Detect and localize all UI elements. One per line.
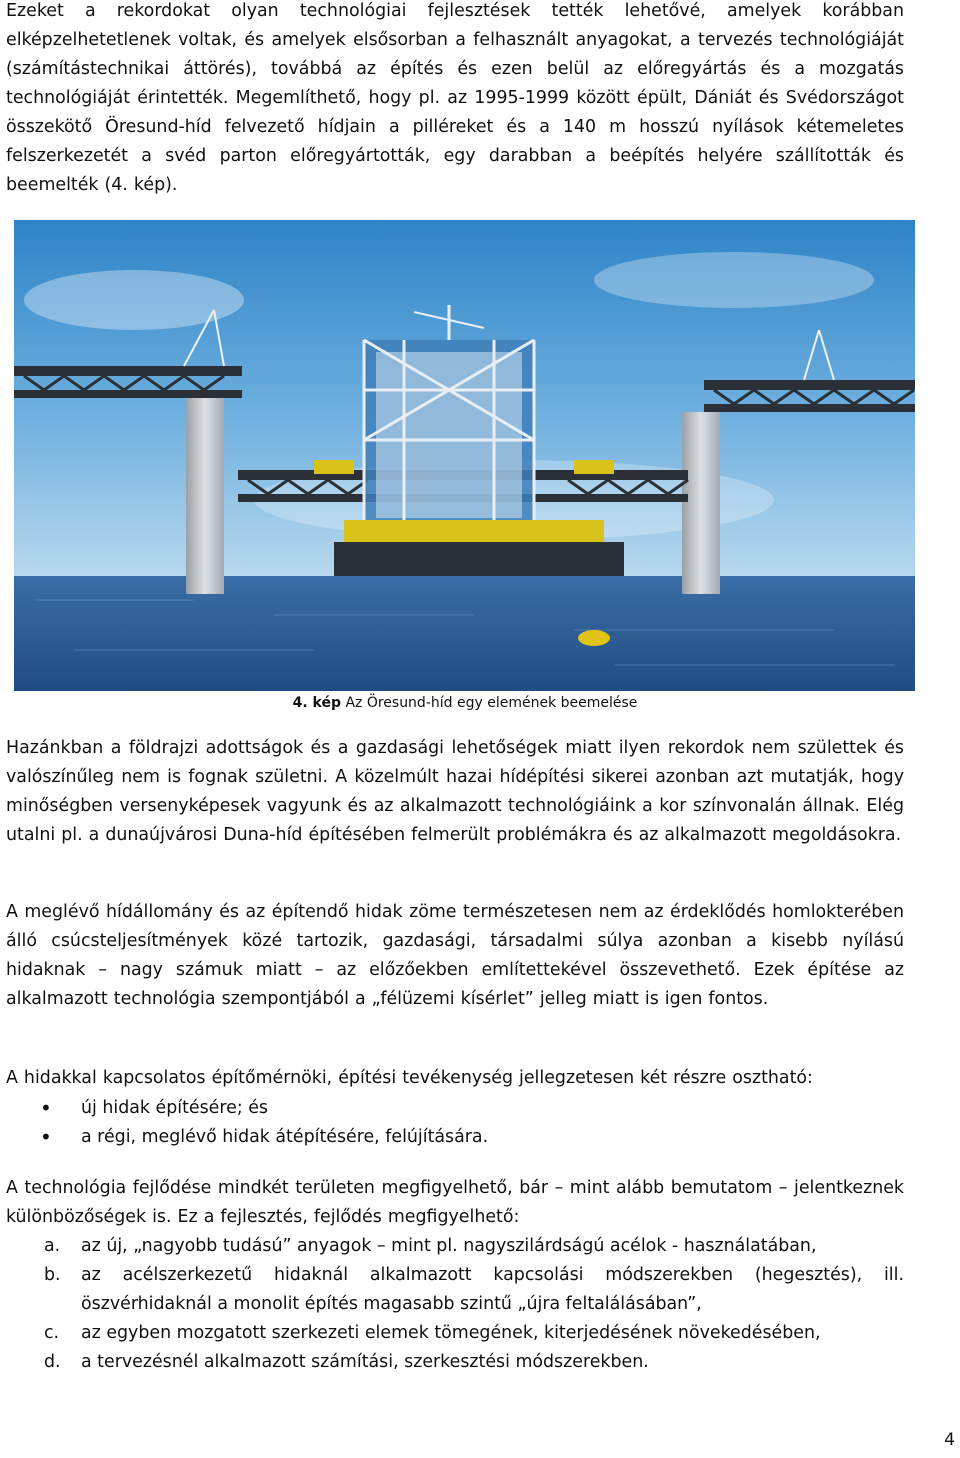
figure-oresund-bridge-photo bbox=[14, 220, 915, 691]
caption-text: Az Öresund-híd egy elemének beemelése bbox=[345, 695, 638, 711]
paragraph-5: A technológia fejlődése mindkét területen megfigyelhető, bár – mint alább bemutatom – jelentkeznek különbözőségek is. Ez a fejlesztés, fejlődés megfigyelhető: bbox=[6, 1178, 904, 1227]
list-marker: a. bbox=[44, 1236, 61, 1256]
caption-label: 4. kép bbox=[292, 695, 341, 711]
paragraph-2: Hazánkban a földrajzi adottságok és a gazdasági lehetőségek miatt ilyen rekordok nem születtek és valószínűleg nem is fognak születni. A közelmúlt hazai hídépítési sikerei azonban azt mutatják, hogy minőségben versenyképesek vagyunk és az alkalmazott technológiáink a kor színvonalán állnak. Elég utalni pl. a dunaújvárosi Duna-híd építésében felmerült problémákra és az alkalmazott megoldásokra. bbox=[6, 738, 904, 845]
list-item-text: az új, „nagyobb tudású” anyagok – mint pl. nagyszilárdságú acélok - használatában, bbox=[81, 1236, 817, 1256]
sea bbox=[14, 576, 915, 691]
bullet-marker: • bbox=[40, 1096, 52, 1120]
list-marker: c. bbox=[44, 1323, 60, 1343]
bridge-photo-illustration bbox=[14, 220, 915, 691]
list-marker: d. bbox=[44, 1352, 61, 1372]
paragraph-4: A hidakkal kapcsolatos építőmérnöki, építési tevékenység jellegzetesen két részre osztható: bbox=[6, 1068, 813, 1088]
page-number: 4 bbox=[944, 1430, 955, 1450]
left-pier bbox=[186, 398, 224, 594]
list-item-text: új hidak építésére; és bbox=[81, 1098, 268, 1118]
lettered-list bbox=[6, 1232, 904, 1377]
list-item-text: az egyben mozgatott szerkezeti elemek tömegének, kiterjedésének növekedésében, bbox=[81, 1323, 821, 1343]
list-item bbox=[6, 1348, 904, 1377]
list-item-text: az acélszerkezetű hidaknál alkalmazott kapcsolási módszerekben (hegesztés), ill. öszvérhidaknál a monolit építés magasabb szintű „újra feltalálásában”, bbox=[81, 1265, 904, 1314]
list-item bbox=[6, 1261, 904, 1319]
list-item bbox=[6, 1094, 904, 1123]
list-item bbox=[6, 1319, 904, 1348]
right-pier bbox=[682, 412, 720, 594]
list-item-text: a tervezésnél alkalmazott számítási, szerkesztési módszerekben. bbox=[81, 1352, 649, 1372]
paragraph-intro: Ezeket a rekordokat olyan technológiai fejlesztések tették lehetővé, amelyek korábban elképzelhetetlenek voltak, és amelyek elsősorban a felhasznált anyagokat, a tervezés technológiáját (számítástechnikai áttörés), továbbá az építés és ezen belül az előregyártás és a mozgatás technológiáját érintették. Megemlíthető, hogy pl. az 1995-1999 között épült, Dániát és Svédországot összekötő Öresund-híd felvezető hídjain a pilléreket és a 140 m hosszú nyílások kétemeletes felszerkezetét a svéd parton előregyártották, egy darabban a beépítés helyére szállították és beemelték (4. kép). bbox=[6, 1, 904, 195]
list-item bbox=[6, 1123, 904, 1152]
bullet-list bbox=[6, 1094, 904, 1152]
paragraph-3: A meglévő hídállomány és az építendő hidak zöme természetesen nem az érdeklődés homlokterében álló csúcsteljesítmények közé tartozik, gazdasági, társadalmi súlya azonban a kisebb nyílású hidaknak – nagy számuk miatt – az előzőekben említettekével összevethető. Ezek építése az alkalmazott technológia szempontjából a „félüzemi kísérlet” jelleg miatt is igen fontos. bbox=[6, 902, 904, 1009]
bullet-marker: • bbox=[40, 1125, 52, 1149]
yellow-buoy bbox=[578, 630, 610, 646]
list-marker: b. bbox=[44, 1265, 61, 1285]
list-item-text: a régi, meglévő hidak átépítésére, felújítására. bbox=[81, 1127, 489, 1147]
cloud bbox=[594, 252, 874, 308]
figure-caption bbox=[6, 694, 924, 712]
cloud bbox=[24, 270, 244, 330]
list-item bbox=[6, 1232, 904, 1261]
